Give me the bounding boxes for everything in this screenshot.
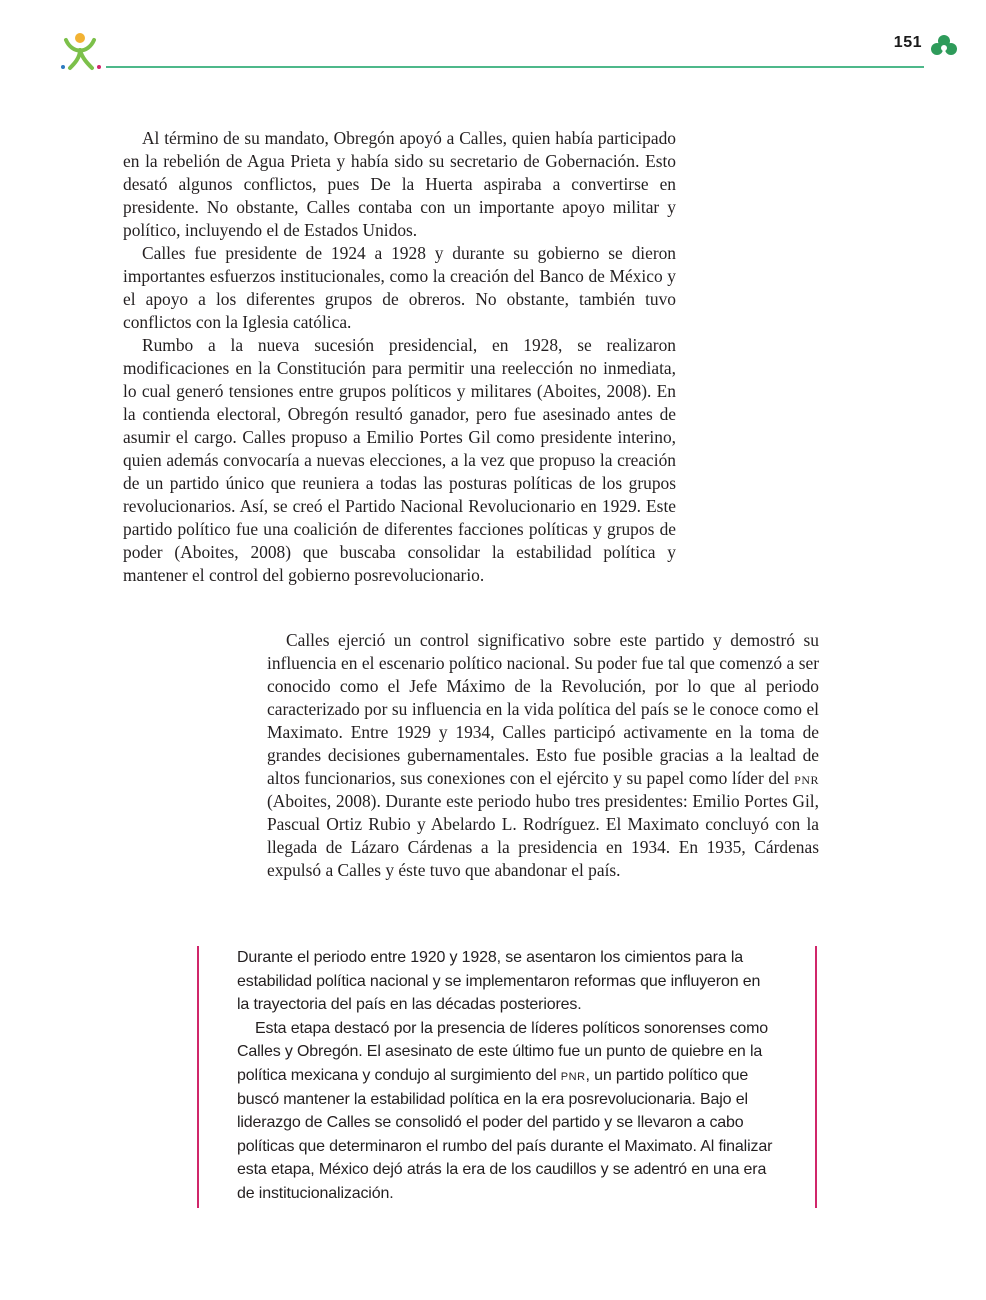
acronym-pnr: pnr bbox=[560, 1066, 586, 1084]
acronym-pnr: pnr bbox=[794, 768, 819, 788]
page-number: 151 bbox=[893, 34, 922, 51]
summary-paragraph-text: , un partido político que buscó mantener la estabilidad política en la era posrevolucionaria. Bajo el liderazgo de Calles se consolidó el poder del partido y se llevaron a cabo políticas que determinaron el rumbo del país durante el Maximato. Al finalizar esta etapa, México dejó atrás la era de los caudillos y se adentró en una era de institucionalización. bbox=[237, 1066, 773, 1202]
summary-border-right bbox=[815, 946, 817, 1208]
summary-box bbox=[197, 946, 817, 1208]
paragraph-text: (Aboites, 2008). Durante este periodo hubo tres presidentes: Emilio Portes Gil, Pascual Ortiz Rubio y Abelardo L. Rodríguez. El Maximato concluyó con la llegada de Lázaro Cárdenas a la presidencia en 1934. En 1935, Cárdenas expulsó a Calles y éste tuvo que abandonar el país. bbox=[267, 791, 819, 880]
page-header bbox=[0, 0, 986, 80]
summary-text bbox=[237, 946, 774, 1206]
main-text-left bbox=[123, 127, 676, 587]
green-clover-emblem-icon bbox=[930, 34, 958, 58]
summary-paragraph bbox=[237, 1017, 774, 1206]
summary-paragraph-text: Esta etapa destacó por la presencia de líderes políticos sonorenses como Calles y Obregón. El asesinato de este último fue un punto de quiebre en la política mexicana y condujo al surgimiento del bbox=[237, 1019, 769, 1084]
paragraph bbox=[267, 629, 819, 882]
summary-paragraph: Durante el periodo entre 1920 y 1928, se asentaron los cimientos para la estabilidad política nacional y se implementaron reformas que influyeron en la trayectoria del país en las décadas posteriores. bbox=[237, 949, 761, 1014]
paragraph-text: Calles ejerció un control significativo sobre este partido y demostró su influencia en el escenario político nacional. Su poder fue tal que comenzó a ser conocido como el Jefe Máximo de la Revolución, por lo que al periodo caracterizado por su influencia en la vida política del país se le conoce como el Maximato. Entre 1929 y 1934, Calles participó activamente en la toma de grandes decisiones gubernamentales. Esto fue posible gracias a la lealtad de altos funcionarios, sus conexiones con el ejército y su papel como líder del bbox=[267, 630, 819, 788]
main-text-right bbox=[267, 629, 819, 882]
summary-border-left bbox=[197, 946, 199, 1208]
paragraph: Al término de su mandato, Obregón apoyó a Calles, quien había participado en la rebelión de Agua Prieta y había sido su secretario de Gobernación. Esto desató algunos conflictos, pues De la Huerta aspiraba a convertirse en presidente. No obstante, Calles contaba con un importante apoyo militar y político, incluyendo el de Estados Unidos. bbox=[123, 128, 676, 240]
header-divider bbox=[106, 66, 924, 68]
paragraph: Calles fue presidente de 1924 a 1928 y durante su gobierno se dieron importantes esfuerzos institucionales, como la creación del Banco de México y el apoyo a los diferentes grupos de obreros. No obstante, también tuvo conflictos con la Iglesia católica. bbox=[123, 243, 676, 332]
paragraph: Rumbo a la nueva sucesión presidencial, en 1928, se realizaron modificaciones en la Constitución para permitir una reelección no inmediata, lo cual generó tensiones entre grupos políticos y militares (Aboites, 2008). En la contienda electoral, Obregón resultó ganador, pero fue asesinado antes de asumir el cargo. Calles propuso a Emilio Portes Gil como presidente interino, quien además convocaría a nuevas elecciones, a la vez que propuso la creación de un partido único que reuniera a todas las posturas políticas de los grupos revolucionarios. Así, se creó el Partido Nacional Revolucionario en 1929. Este partido político fue una coalición de diferentes facciones políticas y grupos de poder (Aboites, 2008) que buscaba consolidar la estabilidad política y mantener el control del gobierno posrevolucionario. bbox=[123, 335, 676, 585]
stylized-person-logo-icon bbox=[58, 30, 104, 74]
